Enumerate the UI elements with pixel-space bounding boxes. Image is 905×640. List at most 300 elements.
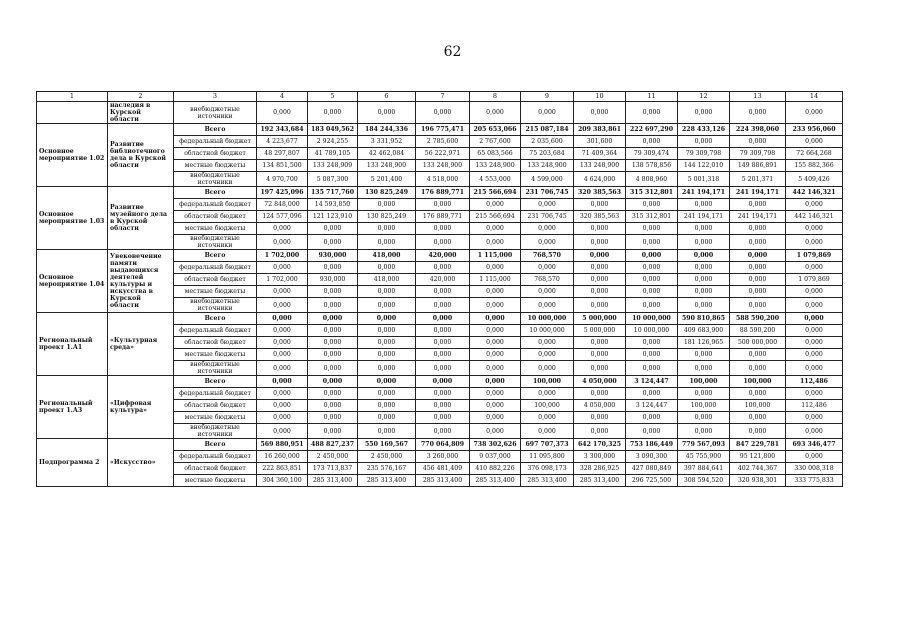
funding-source: местные бюджеты [174,475,257,487]
amount-cell: 71 409,364 [574,148,626,160]
amount-cell: 130 825,249 [358,187,416,199]
amount-cell: 0,000 [574,361,626,376]
amount-cell: 4 599,000 [521,172,574,187]
amount-cell: 285 313,400 [416,475,470,487]
amount-cell: 41 789,105 [308,148,358,160]
amount-cell: 301,600 [574,136,626,148]
amount-cell: 0,000 [626,412,678,424]
amount-cell: 0,000 [574,298,626,313]
amount-cell: 0,000 [574,286,626,298]
activity-code: Подпрограмма 2 [37,439,108,487]
amount-cell: 0,000 [416,298,470,313]
amount-cell: 215 566,694 [470,187,521,199]
amount-cell: 320 385,563 [574,187,626,199]
column-number-header: 13 [730,92,786,102]
column-number-header: 12 [678,92,730,102]
amount-cell: 588 590,200 [730,313,786,325]
funding-source: местные бюджеты [174,223,257,235]
amount-cell: 0,000 [626,274,678,286]
amount-cell: 0,000 [730,286,786,298]
amount-cell: 0,000 [574,274,626,286]
amount-cell: 0,000 [786,325,843,337]
amount-cell: 0,000 [678,199,730,211]
amount-cell: 0,000 [730,274,786,286]
funding-source: областной бюджет [174,148,257,160]
funding-source: федеральный бюджет [174,262,257,274]
amount-cell: 0,000 [678,262,730,274]
amount-cell: 0,000 [257,400,308,412]
table-body [37,102,843,487]
amount-cell: 10 000,000 [521,325,574,337]
amount-cell: 4 050,000 [574,376,626,388]
amount-cell: 88 590,200 [730,325,786,337]
amount-cell: 0,000 [678,412,730,424]
amount-cell: 4 518,000 [416,172,470,187]
amount-cell: 0,000 [308,262,358,274]
amount-cell: 184 244,336 [358,124,416,136]
amount-cell: 0,000 [678,286,730,298]
amount-cell: 0,000 [358,424,416,439]
amount-cell: 1 115,000 [470,274,521,286]
amount-cell: 72 664,268 [786,148,843,160]
amount-cell: 1 702,000 [257,274,308,286]
amount-cell: 0,000 [786,286,843,298]
activity-name: «Искусство» [108,439,174,487]
amount-cell: 0,000 [470,235,521,250]
amount-cell: 0,000 [308,223,358,235]
amount-cell: 4 624,000 [574,172,626,187]
amount-cell: 0,000 [786,424,843,439]
amount-cell: 0,000 [257,102,308,124]
amount-cell: 0,000 [308,337,358,349]
amount-cell: 72 848,000 [257,199,308,211]
funding-source: местные бюджеты [174,349,257,361]
amount-cell: 0,000 [416,262,470,274]
amount-cell: 224 398,060 [730,124,786,136]
amount-cell: 376 098,173 [521,463,574,475]
amount-cell: 0,000 [626,136,678,148]
funding-source: федеральный бюджет [174,325,257,337]
amount-cell: 285 313,400 [521,475,574,487]
amount-cell: 418,000 [358,274,416,286]
amount-cell: 0,000 [416,388,470,400]
activity-code: Региональный проект 1.А1 [37,313,108,376]
amount-cell: 0,000 [358,412,416,424]
amount-cell: 296 725,500 [626,475,678,487]
amount-cell: 697 707,373 [521,439,574,451]
column-number-header: 14 [786,92,843,102]
amount-cell: 0,000 [521,349,574,361]
table-row [37,313,843,325]
amount-cell: 130 825,249 [358,211,416,223]
amount-cell: 0,000 [678,235,730,250]
amount-cell: 95 121,800 [730,451,786,463]
amount-cell: 173 713,837 [308,463,358,475]
funding-source: местные бюджеты [174,412,257,424]
funding-source: внебюджетные источники [174,424,257,439]
amount-cell: 0,000 [308,400,358,412]
amount-cell: 0,000 [730,388,786,400]
amount-cell: 0,000 [678,223,730,235]
amount-cell: 500 000,000 [730,337,786,349]
amount-cell: 569 880,951 [257,439,308,451]
amount-cell: 10 000,000 [626,313,678,325]
amount-cell: 0,000 [730,199,786,211]
amount-cell: 0,000 [358,223,416,235]
amount-cell: 0,000 [470,199,521,211]
amount-cell: 3 300,000 [574,451,626,463]
amount-cell: 0,000 [308,349,358,361]
amount-cell: 183 049,562 [308,124,358,136]
amount-cell: 0,000 [470,400,521,412]
amount-cell: 231 706,745 [521,187,574,199]
amount-cell: 0,000 [358,235,416,250]
amount-cell: 0,000 [416,223,470,235]
amount-cell: 847 229,781 [730,439,786,451]
amount-cell: 5 201,371 [730,172,786,187]
amount-cell: 133 248,900 [470,160,521,172]
activity-name: Развитие библиотечного дела в Курской области [108,124,174,187]
amount-cell: 0,000 [730,298,786,313]
amount-cell: 5 000,000 [574,325,626,337]
amount-cell: 0,000 [730,361,786,376]
amount-cell: 2 035,600 [521,136,574,148]
amount-cell: 779 567,093 [678,439,730,451]
amount-cell: 0,000 [257,337,308,349]
amount-cell: 235 576,167 [358,463,416,475]
amount-cell: 0,000 [678,361,730,376]
amount-cell: 442 146,321 [786,211,843,223]
amount-cell: 0,000 [257,235,308,250]
amount-cell: 0,000 [308,313,358,325]
amount-cell: 0,000 [574,199,626,211]
amount-cell: 0,000 [257,424,308,439]
amount-cell: 0,000 [786,313,843,325]
amount-cell: 155 882,366 [786,160,843,172]
funding-source: местные бюджеты [174,160,257,172]
amount-cell: 135 717,760 [308,187,358,199]
amount-cell: 0,000 [626,424,678,439]
amount-cell: 0,000 [416,412,470,424]
amount-cell: 0,000 [786,451,843,463]
amount-cell: 0,000 [308,361,358,376]
funding-source: Всего [174,187,257,199]
amount-cell: 0,000 [358,286,416,298]
column-number-header: 7 [416,92,470,102]
amount-cell: 409 683,900 [678,325,730,337]
amount-cell: 0,000 [574,388,626,400]
amount-cell: 2 450,000 [308,451,358,463]
amount-cell: 0,000 [574,262,626,274]
table-row [37,376,843,388]
amount-cell: 2 785,600 [416,136,470,148]
activity-name: «Культурная среда» [108,313,174,376]
activity-name: Развитие музейного дела в Курской области [108,187,174,250]
amount-cell: 0,000 [257,298,308,313]
amount-cell: 0,000 [730,412,786,424]
amount-cell: 133 248,909 [308,160,358,172]
amount-cell: 0,000 [470,337,521,349]
amount-cell: 0,000 [678,250,730,262]
amount-cell: 0,000 [626,361,678,376]
amount-cell: 134 851,500 [257,160,308,172]
amount-cell: 138 578,856 [626,160,678,172]
activity-name: наследия в Курской области [108,102,174,124]
funding-source: внебюджетные источники [174,102,257,124]
amount-cell: 0,000 [678,388,730,400]
amount-cell: 0,000 [358,262,416,274]
amount-cell: 0,000 [521,298,574,313]
amount-cell: 770 064,809 [416,439,470,451]
table-row [37,439,843,451]
amount-cell: 0,000 [678,136,730,148]
amount-cell: 0,000 [730,349,786,361]
amount-cell: 418,000 [358,250,416,262]
amount-cell: 192 343,684 [257,124,308,136]
amount-cell: 930,000 [308,250,358,262]
amount-cell: 222 863,851 [257,463,308,475]
column-number-header: 5 [308,92,358,102]
funding-source: внебюджетные источники [174,298,257,313]
amount-cell: 133 248,900 [574,160,626,172]
amount-cell: 0,000 [786,235,843,250]
amount-cell: 0,000 [574,424,626,439]
amount-cell: 0,000 [308,325,358,337]
amount-cell: 241 194,171 [730,211,786,223]
amount-cell: 420,000 [416,274,470,286]
amount-cell: 3 124,447 [626,376,678,388]
amount-cell: 100,000 [730,376,786,388]
amount-cell: 176 889,771 [416,211,470,223]
amount-cell: 0,000 [626,102,678,124]
amount-cell: 0,000 [257,388,308,400]
amount-cell: 0,000 [416,400,470,412]
amount-cell: 0,000 [521,337,574,349]
amount-cell: 0,000 [786,412,843,424]
amount-cell: 0,000 [257,313,308,325]
amount-cell: 241 194,171 [730,187,786,199]
amount-cell: 112,486 [786,376,843,388]
amount-cell: 0,000 [470,361,521,376]
amount-cell: 0,000 [416,349,470,361]
amount-cell: 100,000 [521,400,574,412]
amount-cell: 0,000 [678,349,730,361]
funding-source: федеральный бюджет [174,136,257,148]
amount-cell: 0,000 [786,199,843,211]
amount-cell: 133 248,900 [521,160,574,172]
amount-cell: 0,000 [626,298,678,313]
amount-cell: 930,000 [308,274,358,286]
amount-cell: 0,000 [416,235,470,250]
amount-cell: 0,000 [416,376,470,388]
amount-cell: 75 203,684 [521,148,574,160]
column-number-header: 2 [108,92,174,102]
amount-cell: 121 123,910 [308,211,358,223]
activity-code: Основное мероприятие 1.02 [37,124,108,187]
amount-cell: 693 346,477 [786,439,843,451]
amount-cell: 0,000 [470,102,521,124]
amount-cell: 590 810,865 [678,313,730,325]
amount-cell: 0,000 [358,325,416,337]
amount-cell: 0,000 [308,412,358,424]
column-number-header: 8 [470,92,521,102]
amount-cell: 1 702,000 [257,250,308,262]
amount-cell: 0,000 [308,298,358,313]
amount-cell: 112,486 [786,400,843,412]
amount-cell: 0,000 [358,313,416,325]
column-number-header: 1 [37,92,108,102]
amount-cell: 0,000 [574,250,626,262]
amount-cell: 0,000 [786,102,843,124]
amount-cell: 3 331,952 [358,136,416,148]
table-row [37,250,843,262]
amount-cell: 0,000 [257,262,308,274]
amount-cell: 209 383,861 [574,124,626,136]
amount-cell: 0,000 [786,349,843,361]
amount-cell: 0,000 [358,388,416,400]
amount-cell: 5 409,426 [786,172,843,187]
amount-cell: 0,000 [470,223,521,235]
amount-cell: 0,000 [521,223,574,235]
amount-cell: 133 248,900 [358,160,416,172]
amount-cell: 0,000 [470,298,521,313]
amount-cell: 0,000 [257,325,308,337]
funding-source: местные бюджеты [174,286,257,298]
column-number-header: 4 [257,92,308,102]
amount-cell: 0,000 [626,235,678,250]
amount-cell: 0,000 [416,337,470,349]
amount-cell: 0,000 [574,223,626,235]
amount-cell: 285 313,400 [470,475,521,487]
column-number-header: 3 [174,92,257,102]
amount-cell: 0,000 [308,376,358,388]
funding-source: Всего [174,313,257,325]
amount-cell: 0,000 [416,325,470,337]
amount-cell: 0,000 [678,424,730,439]
amount-cell: 16 260,000 [257,451,308,463]
amount-cell: 2 924,255 [308,136,358,148]
amount-cell: 222 697,290 [626,124,678,136]
amount-cell: 0,000 [730,424,786,439]
amount-cell: 0,000 [678,102,730,124]
activity-code: Основное мероприятие 1.03 [37,187,108,250]
funding-source: Всего [174,376,257,388]
amount-cell: 1 115,000 [470,250,521,262]
amount-cell: 0,000 [358,349,416,361]
amount-cell: 176 889,771 [416,187,470,199]
amount-cell: 4 970,700 [257,172,308,187]
amount-cell: 0,000 [257,349,308,361]
amount-cell: 0,000 [470,388,521,400]
amount-cell: 330 008,318 [786,463,843,475]
funding-source: областной бюджет [174,274,257,286]
amount-cell: 231 706,745 [521,211,574,223]
amount-cell: 642 170,325 [574,439,626,451]
amount-cell: 181 126,965 [678,337,730,349]
amount-cell: 315 312,801 [626,187,678,199]
amount-cell: 0,000 [730,262,786,274]
amount-cell: 0,000 [257,361,308,376]
amount-cell: 241 194,171 [678,187,730,199]
amount-cell: 0,000 [521,235,574,250]
amount-cell: 0,000 [470,412,521,424]
amount-cell: 48 297,807 [257,148,308,160]
amount-cell: 0,000 [308,388,358,400]
amount-cell: 3 090,300 [626,451,678,463]
funding-source: федеральный бюджет [174,388,257,400]
amount-cell: 427 080,849 [626,463,678,475]
amount-cell: 100,000 [521,376,574,388]
amount-cell: 0,000 [574,337,626,349]
table-row [37,124,843,136]
amount-cell: 2 450,000 [358,451,416,463]
amount-cell: 4 223,677 [257,136,308,148]
amount-cell: 124 577,096 [257,211,308,223]
amount-cell: 42 462,084 [358,148,416,160]
amount-cell: 320 938,301 [730,475,786,487]
amount-cell: 45 755,900 [678,451,730,463]
amount-cell: 0,000 [786,388,843,400]
amount-cell: 753 186,449 [626,439,678,451]
amount-cell: 0,000 [626,223,678,235]
funding-source: Всего [174,124,257,136]
amount-cell: 0,000 [626,349,678,361]
amount-cell: 0,000 [521,199,574,211]
amount-cell: 205 653,066 [470,124,521,136]
amount-cell: 0,000 [626,199,678,211]
funding-source: федеральный бюджет [174,199,257,211]
column-number-header: 9 [521,92,574,102]
amount-cell: 0,000 [416,102,470,124]
amount-cell: 456 481,409 [416,463,470,475]
amount-cell: 0,000 [626,286,678,298]
funding-source: областной бюджет [174,463,257,475]
amount-cell: 0,000 [521,262,574,274]
amount-cell: 0,000 [358,199,416,211]
amount-cell: 0,000 [470,262,521,274]
amount-cell: 320 385,563 [574,211,626,223]
amount-cell: 0,000 [786,262,843,274]
amount-cell: 10 000,000 [521,313,574,325]
amount-cell: 0,000 [416,286,470,298]
page-number: 62 [443,44,462,60]
amount-cell: 0,000 [574,102,626,124]
amount-cell: 0,000 [786,337,843,349]
amount-cell: 0,000 [786,298,843,313]
amount-cell: 0,000 [521,102,574,124]
amount-cell: 0,000 [470,325,521,337]
amount-cell: 0,000 [470,349,521,361]
funding-source: внебюджетные источники [174,235,257,250]
amount-cell: 196 775,471 [416,124,470,136]
amount-cell: 0,000 [470,286,521,298]
budget-table [36,91,843,487]
amount-cell: 11 095,800 [521,451,574,463]
amount-cell: 0,000 [308,424,358,439]
amount-cell: 0,000 [521,424,574,439]
funding-source: Всего [174,250,257,262]
amount-cell: 197 425,096 [257,187,308,199]
amount-cell: 14 593,850 [308,199,358,211]
amount-cell: 402 744,367 [730,463,786,475]
activity-code [37,102,108,124]
amount-cell: 0,000 [257,223,308,235]
amount-cell: 5 087,300 [308,172,358,187]
amount-cell: 215 087,184 [521,124,574,136]
amount-cell: 133 248,900 [416,160,470,172]
amount-cell: 10 000,000 [626,325,678,337]
amount-cell: 0,000 [730,235,786,250]
